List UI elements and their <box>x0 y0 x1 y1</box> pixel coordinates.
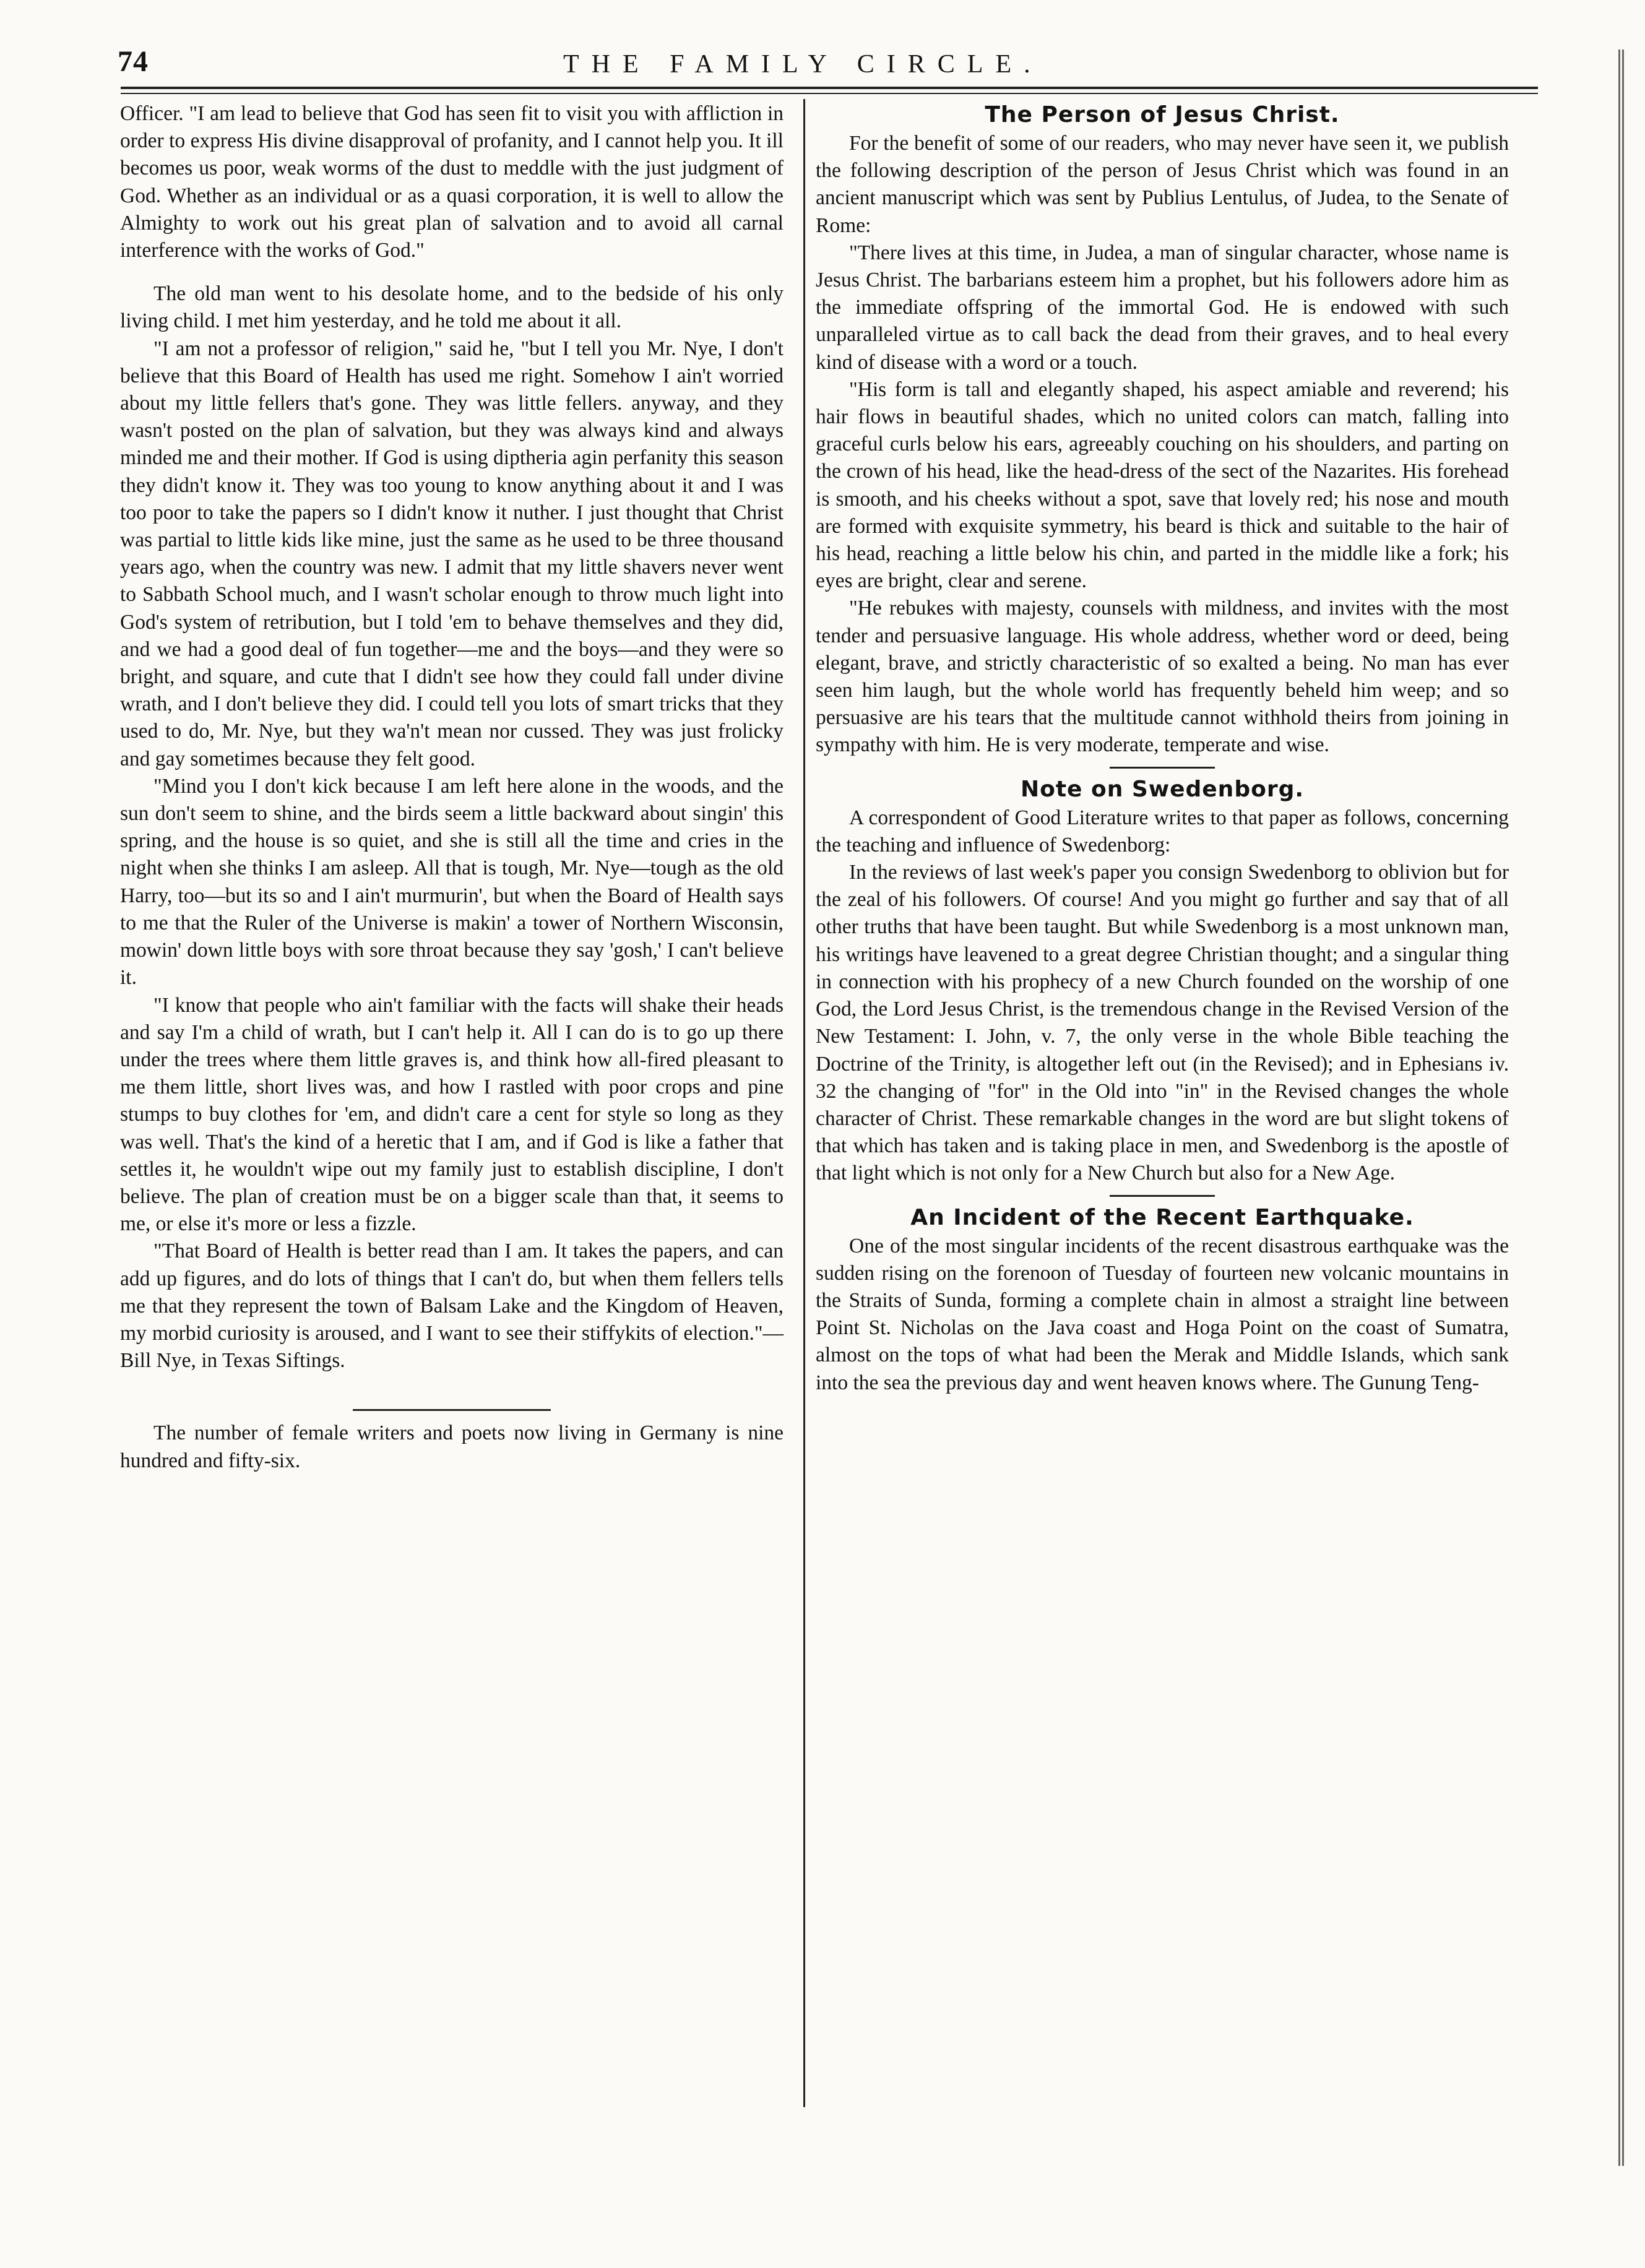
jesus-paragraph-1: For the benefit of some of our readers, who may never have seen it, we publish the following description of the person of Jesus Christ which was found in an ancient manuscript which was sent by Publius Lentulus, of Judea, to the Senate of Rome: <box>816 132 1509 237</box>
female-writers-note: The number of female writers and poets now living in Germany is nine hundred and fifty-six. <box>120 1421 784 1472</box>
swedenborg-body: In the reviews of last week's paper you consign Swedenborg to oblivion but for the zeal of his followers. Of course! And you might go further and say that of all other truths that have been taught. But while Swedenborg is a most unknown man, his writings have leavened to a great degree Christian thought; and a singular thing in connection with his prophecy of a new Church founded on the worship of one God, the Lord Jesus Christ, is the tremendous change in the Revised Version of the New Testament: I. John, v. 7, the only verse in the whole Bible teaching the Doctrine of the Trinity, is altogether left out (in the Revised); and in Ephesians iv. 32 the changing of "for" in the Old into "in" in the Revised changes the whole character of Christ. These remarkable changes in the word are but slight tokens of that which has taken and is taking place in men, and Swedenborg is the apostle of that light which is not only for a New Church but also for a New Age. <box>816 861 1509 1185</box>
nye-paragraph-5: "I know that people who ain't familiar with the facts will shake their heads and say I'm a child of wrath, but I can't help it. All I can do is to go up there under the trees where them little graves is, and think how all-fired pleasant to me them little, short lives was, and how I rastled with poor crops and pine stumps to buy clothes for 'em, and didn't care a cent for style so long as they was well. That's the kind of a heretic that I am, and if God is like a father that settles it, he wouldn't wipe out my family just to establish discipline, I don't believe. The plan of creation must be on a bigger scale than that, it seems to me, or else it's more or less a fizzle. <box>120 993 784 1236</box>
nye-paragraph-2: The old man went to his desolate home, and to the bedside of his only living child. I met him yesterday, and he told me about it all. <box>120 282 784 333</box>
article-title-person-of-jesus: The Person of Jesus Christ. <box>985 102 1340 127</box>
page-number: 74 <box>118 45 149 78</box>
running-title: THE FAMILY CIRCLE. <box>563 50 1043 79</box>
article-title-earthquake: An Incident of the Recent Earthquake. <box>910 1204 1414 1230</box>
jesus-paragraph-4: "He rebukes with majesty, counsels with mildness, and invites with the most tender and persuasive language. His whole address, whether word or deed, being elegant, brave, and strictly characteristic of so exalted a being. No man has ever seen him laugh, but the whole world has frequently beheld him weep; and so persuasive are his tears that the multitude cannot withhold theirs from joining in sympathy with him. He is very moderate, temperate and wise. <box>816 597 1509 757</box>
nye-paragraph-4: "Mind you I don't kick because I am left here alone in the woods, and the sun don't seem to shine, and the birds seem a little backward about singin' this spring, and the house is so quiet, and she is still all the time and cries in the night when she thinks I am asleep. All that is tough, Mr. Nye—tough as the old Harry, too—but its so and I ain't murmurin', but when the Board of Health says to me that the Ruler of the Universe is makin' a tower of Northern Wisconsin, mowin' down little boys with sore throat because they say 'gosh,' I can't believe it. <box>120 774 784 990</box>
page-edge-binding <box>1618 50 1624 2166</box>
nye-paragraph-1: Officer. "I am lead to believe that God has seen fit to visit you with affliction in order to express His divine disapproval of profanity, and I cannot help you. It ill becomes us poor, weak worms of the dust to meddle with the just judgment of God. Whether as an individual or as a quasi corporation, it is well to allow the Almighty to work out his great plan of salvation and to avoid all carnal interference with the works of God." <box>120 102 784 262</box>
header-rule <box>121 87 1538 89</box>
header-rule-thin <box>121 93 1538 94</box>
page-header <box>118 45 1541 83</box>
nye-paragraph-6: "That Board of Health is better read than I am. It takes the papers, and can add up figures, and do lots of things that I can't do, but when them fellers tells me that they represent the town of Balsam Lake and the Kingdom of Heaven, my morbid curiosity is aroused, and I want to see their stiffykits of election."—Bill Nye, in Texas Siftings. <box>120 1240 784 1373</box>
left-column <box>120 100 784 1475</box>
article-title-swedenborg: Note on Swedenborg. <box>1020 776 1305 802</box>
jesus-paragraph-3: "His form is tall and elegantly shaped, his aspect amiable and reverend; his hair flows in beautiful shades, which no united colors can match, falling into graceful curls below his ears, agreeably couching on his shoulders, and parting on the crown of his head, like the head-dress of the sect of the Nazarites. His forehead is smooth, and his cheeks without a spot, save that lovely red; his nose and mouth are formed with exquisite symmetry, his beard is thick and suitable to the hair of his head, reaching a little below his chin, and parted in the middle like a fork; his eyes are bright, clear and serene. <box>816 377 1509 593</box>
section-rule <box>1110 767 1215 769</box>
swedenborg-intro: A correspondent of Good Literature writes to that paper as follows, concerning the teaching and influence of Swedenborg: <box>816 806 1509 856</box>
nye-paragraph-3: "I am not a professor of religion," said he, "but I tell you Mr. Nye, I don't believe that this Board of Health has used me right. Somehow I ain't worried about my little fellers that's gone. They was little fellers. anyway, and they wasn't posted on the plan of salvation, but they was always kind and always minded me and their mother. If God is using diptheria agin perfanity this season they didn't know it. They was too young to know anything about it and I was too poor to take the papers so I didn't know it nuther. I just thought that Christ was partial to little kids like mine, just the same as he used to be three thousand years ago, when the country was new. I admit that my little shavers never went to Sabbath School much, and I wasn't scholar enough to throw much light into God's system of retribution, but I told 'em to behave themselves and they did, and we had a good deal of fun together—me and the boys—and they were so bright, and square, and cute that I didn't see how they could fall under divine wrath, and I don't believe they did. I could tell you lots of smart tricks that they used to do, Mr. Nye, but they wa'n't mean nor cussed. They was just frolicky and gay sometimes because they felt good. <box>120 337 784 770</box>
jesus-paragraph-2: "There lives at this time, in Judea, a man of singular character, whose name is Jesus Christ. The barbarians esteem him a prophet, but his followers adore him as the immediate offspring of the immortal God. He is endowed with such unparalleled virtue as to call back the dead from their graves, and to heal every kind of disease with a word or a touch. <box>816 241 1509 374</box>
right-column <box>816 100 1509 1397</box>
column-divider <box>803 99 805 2107</box>
earthquake-body: One of the most singular incidents of the recent disastrous earthquake was the sudden rising on the forenoon of Tuesday of fourteen new volcanic mountains in the Straits of Sunda, forming a complete chain in almost a straight line between Point St. Nicholas on the Java coast and Hoga Point on the coast of Sumatra, almost on the tops of what had been the Merak and Middle Islands, which sank into the sea the previous day and went heaven knows where. The Gunung Teng- <box>816 1234 1509 1394</box>
section-rule <box>353 1409 551 1411</box>
section-rule <box>1110 1195 1215 1197</box>
